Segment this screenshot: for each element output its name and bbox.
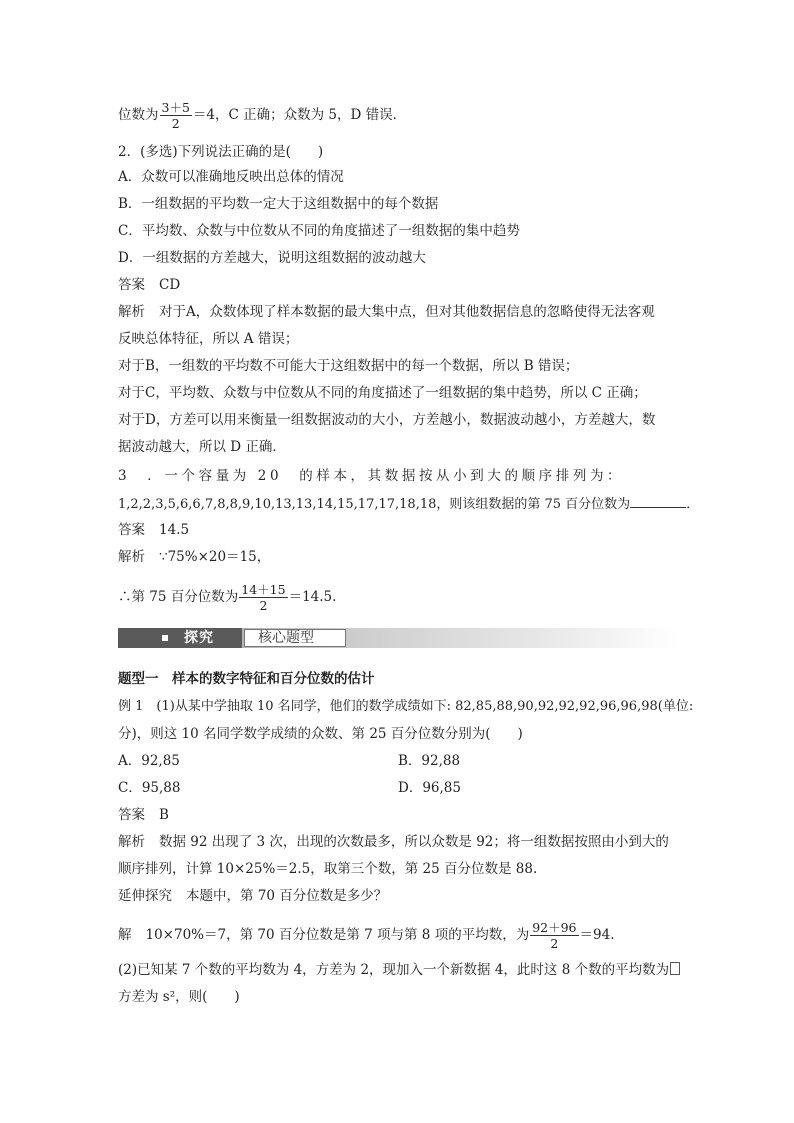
section-banner bbox=[118, 628, 678, 648]
banner-dark-block bbox=[118, 628, 242, 648]
option-d: D．96,85 bbox=[398, 780, 461, 796]
explanation-q2-5: 对于D，方差可以用来衡量一组数据波动的大小，方差越小，数据波动越小，方差越大，数 bbox=[118, 412, 656, 428]
fraction: $\frac{14+15}{2}$ bbox=[241, 582, 286, 613]
solution-line: 解 10×70%＝7，第 70 百分位数是第 7 项与第 8 项的平均数，为 $\frac{92+96}{2}$ ＝94. bbox=[118, 920, 615, 951]
example-1-line-2: 分)，则这 10 名同学数学成绩的众数、第 25 百分位数分别为( ) bbox=[118, 726, 523, 742]
square-bullet-icon bbox=[162, 635, 168, 641]
option-b: B．92,88 bbox=[398, 753, 461, 769]
explanation-q2-3: 对于B，一组数的平均数不可能大于这组数据中的每一个数据，所以 B 错误； bbox=[118, 358, 579, 374]
explanation-q2-4: 对于C，平均数、众数与中位数从不同的角度描述了一组数据的集中趋势，所以 C 正确； bbox=[118, 385, 647, 401]
question-3-stem-2: 1,2,2,3,5,6,6,7,8,8,9,10,13,13,14,15,17,17,18,18，则该组数据的第 75 百分位数为 ． bbox=[118, 494, 699, 514]
option-a: A．众数可以准确地反映出总体的情况 bbox=[118, 169, 344, 185]
option-c: C．平均数、众数与中位数从不同的角度描述了一组数据的集中趋势 bbox=[118, 223, 520, 239]
option-c: C．95,88 bbox=[118, 780, 181, 796]
example-1-line-1: 例 1 (1)从某中学抽取 10 名同学，他们的数学成绩如下: 82,85,88,90,92,92,92,96,96,98(单位: bbox=[118, 699, 694, 714]
option-b: B．一组数据的平均数一定大于这组数据中的每个数据 bbox=[118, 196, 439, 212]
answer-q2: 答案 CD bbox=[118, 277, 181, 293]
option-row-1 bbox=[118, 752, 678, 770]
answer-example-1: 答案 B bbox=[118, 807, 169, 823]
option-row-2 bbox=[118, 779, 678, 797]
option-a: A．92,85 bbox=[118, 753, 180, 769]
fraction: $\frac{3+5}{2}$ bbox=[161, 100, 190, 131]
example-1-part-2-line-1: (2)已知某 7 个数的平均数为 4，方差为 2，现加入一个新数据 4，此时这 8 个数的平均数为 bbox=[118, 961, 680, 979]
explanation-q3-1: 解析 ∵75%×20＝15， bbox=[118, 549, 271, 565]
option-d: D．一组数据的方差越大，说明这组数据的波动越大 bbox=[118, 250, 426, 266]
explanation-example-1-2: 顺序排列，计算 10×25%＝2.5，取第三个数，第 25 百分位数是 88. bbox=[118, 861, 538, 877]
example-1-part-2-line-2: 方差为 s²，则( ) bbox=[118, 989, 240, 1005]
extension-question: 延伸探究 本题中，第 70 百分位数是多少？ bbox=[118, 888, 388, 904]
banner-title-left: 探究 bbox=[184, 630, 214, 646]
answer-q3: 答案 14.5 bbox=[118, 522, 190, 538]
line-median-result: 位数为 $\frac{3+5}{2}$ ＝4，C 正确；众数为 5，D 错误． bbox=[118, 100, 407, 131]
explanation-example-1-1: 解析 数据 92 出现了 3 次，出现的次数最多，所以众数是 92；将一组数据按照由小到大的 bbox=[118, 834, 669, 850]
banner-title-right: 核心题型 bbox=[258, 630, 314, 646]
fraction: $\frac{92+96}{2}$ bbox=[532, 920, 577, 951]
explanation-q2-2: 反映总体特征，所以 A 错误； bbox=[118, 331, 299, 347]
type-1-title: 题型一 样本的数字特征和百分位数的估计 bbox=[118, 671, 375, 687]
answer-blank bbox=[630, 494, 686, 508]
explanation-q2-6: 据波动越大，所以 D 正确． bbox=[118, 439, 286, 455]
question-2-stem: 2．(多选)下列说法正确的是( ) bbox=[118, 144, 324, 160]
explanation-q2-1: 解析 对于A，众数体现了样本数据的最大集中点，但对其他数据信息的忽略使得无法客观 bbox=[118, 304, 655, 320]
explanation-q3-2: ∴第 75 百分位数为 $\frac{14+15}{2}$ ＝14.5. bbox=[118, 582, 337, 613]
missing-glyph-box-icon bbox=[670, 962, 680, 975]
question-3-stem-1: 3 ．一个容量为 20 的样本，其数据按从小到大的顺序排列为： bbox=[118, 468, 625, 484]
